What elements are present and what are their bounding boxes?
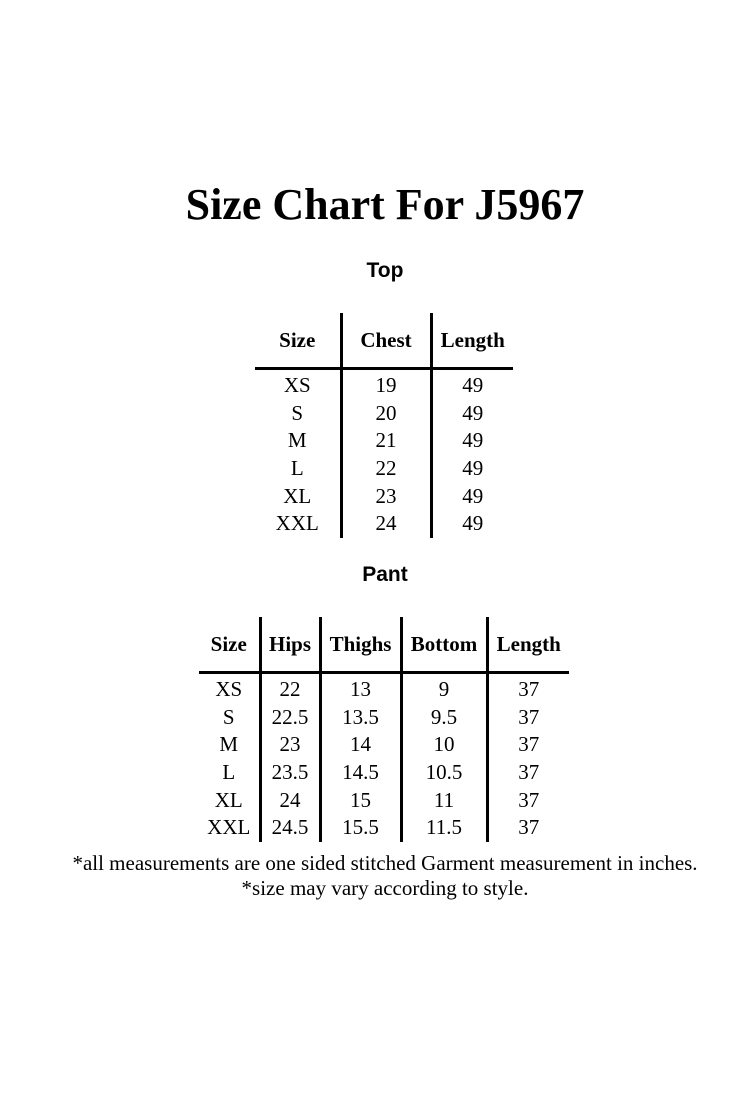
pant-cell-hips: 24.5 bbox=[260, 814, 320, 842]
style-variation-note: *size may vary according to style. bbox=[241, 876, 529, 900]
top-cell-chest: 21 bbox=[341, 427, 431, 455]
top-cell-chest: 24 bbox=[341, 510, 431, 538]
measurement-note: *all measurements are one sided stitched Garment measurement in inches. bbox=[72, 851, 698, 875]
pant-cell-size: XS bbox=[215, 677, 243, 702]
pant-cell-length: 37 bbox=[487, 786, 569, 814]
table-row bbox=[199, 704, 569, 732]
pant-header-hips: Hips bbox=[260, 617, 320, 673]
pant-cell-length: 37 bbox=[487, 704, 569, 732]
pant-section-heading: Pant bbox=[362, 563, 408, 586]
pant-cell-thighs: 13.5 bbox=[320, 704, 401, 732]
pant-header-length: Length bbox=[487, 617, 569, 673]
top-cell-size: XXL bbox=[275, 511, 319, 536]
pant-cell-length: 37 bbox=[487, 673, 569, 704]
table-row bbox=[255, 427, 513, 455]
page-title: Size Chart For J5967 bbox=[185, 180, 585, 229]
table-row bbox=[199, 759, 569, 787]
top-cell-size: M bbox=[287, 428, 307, 453]
top-header-length: Length bbox=[431, 313, 513, 369]
top-cell-length: 49 bbox=[431, 510, 513, 538]
top-section-heading: Top bbox=[366, 259, 404, 282]
pant-cell-bottom: 9.5 bbox=[401, 704, 487, 732]
top-header-row bbox=[255, 313, 513, 369]
pant-cell-size: L bbox=[222, 760, 236, 785]
pant-header-bottom: Bottom bbox=[401, 617, 487, 673]
top-cell-length: 49 bbox=[431, 455, 513, 483]
table-row bbox=[199, 673, 569, 704]
pant-cell-thighs: 15.5 bbox=[320, 814, 401, 842]
pant-cell-bottom: 10 bbox=[401, 731, 487, 759]
pant-cell-hips: 24 bbox=[260, 786, 320, 814]
top-cell-size: XS bbox=[283, 373, 311, 398]
pant-cell-length: 37 bbox=[487, 759, 569, 787]
pant-cell-thighs: 15 bbox=[320, 786, 401, 814]
top-cell-length: 49 bbox=[431, 400, 513, 428]
pant-cell-size: XXL bbox=[207, 815, 251, 840]
pant-cell-thighs: 14.5 bbox=[320, 759, 401, 787]
pant-cell-length: 37 bbox=[487, 731, 569, 759]
table-row bbox=[255, 482, 513, 510]
pant-header-row bbox=[199, 617, 569, 673]
table-row bbox=[255, 369, 513, 400]
top-cell-length: 49 bbox=[431, 369, 513, 400]
top-size-table bbox=[255, 313, 513, 538]
top-cell-length: 49 bbox=[431, 482, 513, 510]
top-header-size: Size bbox=[255, 313, 341, 369]
pant-cell-hips: 22.5 bbox=[260, 704, 320, 732]
pant-header-size: Size bbox=[199, 617, 260, 673]
table-row bbox=[199, 786, 569, 814]
table-row bbox=[255, 400, 513, 428]
pant-size-table bbox=[199, 617, 569, 842]
pant-cell-hips: 23 bbox=[260, 731, 320, 759]
top-cell-length: 49 bbox=[431, 427, 513, 455]
pant-cell-size: M bbox=[219, 732, 239, 757]
pant-cell-thighs: 13 bbox=[320, 673, 401, 704]
top-cell-size: S bbox=[291, 400, 304, 425]
pant-header-thighs: Thighs bbox=[320, 617, 401, 673]
pant-cell-length: 37 bbox=[487, 814, 569, 842]
pant-cell-size: XL bbox=[214, 787, 243, 812]
pant-cell-size: S bbox=[222, 704, 235, 729]
table-row bbox=[199, 731, 569, 759]
top-header-chest: Chest bbox=[341, 313, 431, 369]
pant-cell-bottom: 10.5 bbox=[401, 759, 487, 787]
pant-cell-bottom: 9 bbox=[401, 673, 487, 704]
table-row bbox=[199, 814, 569, 842]
top-cell-chest: 23 bbox=[341, 482, 431, 510]
top-cell-chest: 20 bbox=[341, 400, 431, 428]
pant-cell-thighs: 14 bbox=[320, 731, 401, 759]
top-cell-chest: 22 bbox=[341, 455, 431, 483]
pant-cell-bottom: 11.5 bbox=[401, 814, 487, 842]
top-cell-size: XL bbox=[283, 483, 312, 508]
top-cell-chest: 19 bbox=[341, 369, 431, 400]
pant-cell-hips: 23.5 bbox=[260, 759, 320, 787]
top-cell-size: L bbox=[290, 456, 304, 481]
table-row bbox=[255, 455, 513, 483]
pant-cell-bottom: 11 bbox=[401, 786, 487, 814]
pant-cell-hips: 22 bbox=[260, 673, 320, 704]
table-row bbox=[255, 510, 513, 538]
